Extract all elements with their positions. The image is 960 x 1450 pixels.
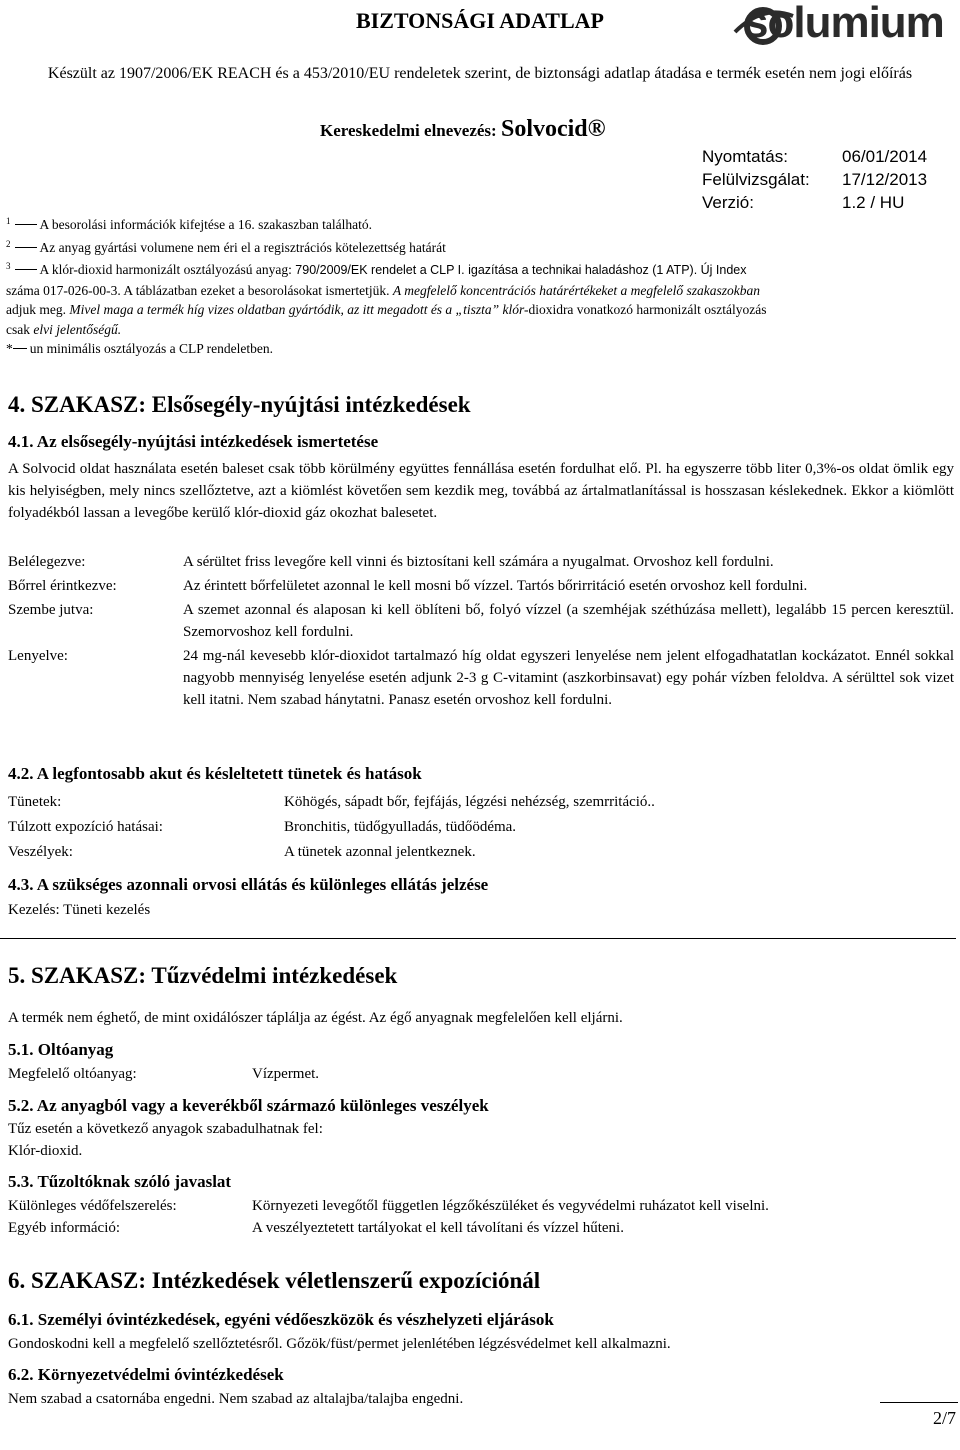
footnote-text: dioxidra vonatkozó harmonizált osztályozás xyxy=(528,302,767,317)
first-aid-row xyxy=(8,599,954,643)
extinguishing-value: Vízpermet. xyxy=(252,1066,320,1082)
section-4-2-title: 4.2. A legfontosabb akut és késleltetett tünetek és hatások xyxy=(8,764,422,783)
footnote-1 xyxy=(6,212,954,235)
symptom-label: Tünetek: xyxy=(8,794,62,810)
footnote-star xyxy=(6,339,954,359)
footnote-text: csak xyxy=(6,321,34,337)
footnote-text: Az anyag gyártási volumene nem éri el a regisztrációs kötelezettség határát xyxy=(39,239,446,255)
footnote-text-italic: elvi jelentőségű. xyxy=(33,321,122,337)
meta-label: Verzió: xyxy=(702,193,754,212)
symptom-row xyxy=(8,840,948,865)
footnote-3-cont xyxy=(6,300,954,320)
first-aid-text: Az érintett bőrfelületet azonnal le kell mosni bő vízzel. Tartós bőrirritáció esetén orvoshoz kell fordulni. xyxy=(183,578,808,594)
first-aid-text: 24 mg-nál kevesebb klór-dioxidot tartalmazó híg oldat egyszeri lenyelése nem jelent elfogadhatatlan kockázatot. Ennél sokkal nagyobb mennyiség lenyelése esetén adjunk 2-3 g C-vitamint (aszkorbinsavat) egy pohár vízben feloldva. A sérülttel sok vizet kell itatni. Nem szabad hánytatni. Panasz esetén orvoshoz kell fordulni. xyxy=(183,648,954,708)
section-5-1-title: 5.1. Oltóanyag xyxy=(8,1040,114,1059)
meta-version-row xyxy=(702,191,937,214)
section-6-2-text: Nem szabad a csatornába engedni. Nem szabad az altalajba/talajba engedni. xyxy=(8,1391,464,1407)
footnote-mark: 2 xyxy=(6,238,11,249)
section-4-1-paragraph: A Solvocid oldat használata esetén baleset csak több körülmény együttes fennállása esetén fordulhat elő. Pl. ha egyszerre több liter 0,3%-os oldat ömlik egy kis helyiségben, mely nincs szellőztetve, azt a kiömlést követően sem kezdik meg, továbbá az ártalmatlanítással is hosszasan késlekednek. Ekkor a kiömlött folyadékból lassan a levegőbe kerülő klór-dioxid gáz okozhat balesetet. xyxy=(8,461,954,521)
footnote-mark: 1 xyxy=(6,216,11,226)
footnote-2 xyxy=(6,235,954,258)
extinguishing-media xyxy=(8,1063,319,1085)
first-aid-label: Bőrrel érintkezve: xyxy=(8,578,117,594)
section-4-1-title: 4.1. Az elsősegély-nyújtási intézkedések ismertetése xyxy=(8,432,379,451)
symptom-label: Veszélyek: xyxy=(8,844,73,860)
section-5-3-title: 5.3. Tűzoltóknak szóló javaslat xyxy=(8,1172,232,1191)
first-aid-text: A sérültet friss levegőre kell vinni és biztosítani kell számára a nyugalmat. Orvoshoz kell fordulni. xyxy=(183,554,774,570)
meta-value: 17/12/2013 xyxy=(842,170,928,189)
trade-name-line xyxy=(320,116,606,143)
symptom-text: Bronchitis, tüdőgyulladás, tüdőödéma. xyxy=(284,819,517,835)
regulation-statement: Készült az 1907/2006/EK REACH és a 453/2010/EU rendeletek szerint, de biztonsági adatlap átadása e termék esetén nem jogi előírás xyxy=(47,65,913,82)
meta-label: Felülvizsgálat: xyxy=(702,170,810,189)
first-aid-list xyxy=(8,551,954,713)
page-number-rule xyxy=(880,1402,958,1403)
footnote-text: száma 017-026-00-3. A táblázatban ezeket a besorolásokat ismertetjük. xyxy=(6,282,393,298)
first-aid-label: Lenyelve: xyxy=(8,648,68,664)
section-6-1-text: Gondoskodni kell a megfelelő szellőztetésről. Gőzök/füst/permet jelenlétében légzésvédelmet kell alkalmazni. xyxy=(8,1336,671,1352)
first-aid-label: Szembe jutva: xyxy=(8,602,94,618)
footnote-3-cont xyxy=(6,281,954,301)
treatment-line: Kezelés: Tüneti kezelés xyxy=(8,902,151,918)
first-aid-row xyxy=(8,551,954,573)
first-aid-text: A szemet azonnal és alaposan ki kell öblíteni bő, folyó vízzel (a szemhéjak széthúzása mellett), legalább 15 percen keresztül. Szemorvoshoz kell fordulni. xyxy=(183,602,954,640)
advice-text: Környezeti levegőtől független légzőkészüléket és vegyvédelmi ruházatot kell viselni. xyxy=(252,1198,769,1214)
advice-row xyxy=(8,1217,954,1239)
meta-value: 06/01/2014 xyxy=(842,147,928,166)
meta-print-row xyxy=(702,145,937,168)
document-title: BIZTONSÁGI ADATLAP xyxy=(356,8,604,33)
footnote-3-cont xyxy=(6,320,954,340)
section-divider xyxy=(0,938,956,939)
footnote-text-italic: Mivel maga a termék híg vizes oldatban gyártódik, az itt megadott és a „tiszta” klór- xyxy=(69,302,529,317)
section-5-2-line1: Tűz esetén a következő anyagok szabadulhatnak fel: xyxy=(8,1121,323,1137)
section-5-2-title: 5.2. Az anyagból vagy a keverékből származó különleges veszélyek xyxy=(8,1096,489,1115)
trade-name-value: Solvocid® xyxy=(500,116,606,142)
footnote-text: A klór-dioxid harmonizált osztályozású anyag: xyxy=(39,262,296,277)
footnote-mark: * xyxy=(6,341,13,356)
meta-value: 1.2 / HU xyxy=(842,193,905,212)
page-number: 2/7 xyxy=(932,1408,956,1428)
extinguishing-label: Megfelelő oltóanyag: xyxy=(8,1066,137,1082)
symptom-text: A tünetek azonnal jelentkeznek. xyxy=(284,844,476,860)
symptom-row xyxy=(8,790,948,815)
section-4-3-title: 4.3. A szükséges azonnali orvosi ellátás és különleges ellátás jelzése xyxy=(8,875,489,894)
brand-wordmark: solumium xyxy=(744,0,944,47)
symptoms-list xyxy=(8,790,948,865)
footnote-text: 790/2009/EK rendelet a CLP I. igazítása a technikai haladáshoz (1 ATP). Új Index xyxy=(295,263,747,277)
first-aid-row xyxy=(8,645,954,711)
advice-text: A veszélyeztetett tartályokat el kell távolítani és vízzel hűteni. xyxy=(252,1220,624,1236)
symptom-text: Köhögés, sápadt bőr, fejfájás, légzési nehézség, szemrritáció.. xyxy=(284,794,655,810)
meta-revision-row xyxy=(702,168,937,191)
meta-label: Nyomtatás: xyxy=(702,147,788,166)
section-6-2-title: 6.2. Környezetvédelmi óvintézkedések xyxy=(8,1365,284,1384)
symptom-row xyxy=(8,815,948,840)
section-5-2-line2: Klór-dioxid. xyxy=(8,1143,83,1159)
footnotes xyxy=(6,212,954,359)
footnote-text: un minimális osztályozás a CLP rendeletben. xyxy=(29,341,273,356)
section-5-intro: A termék nem éghető, de mint oxidálószer táplálja az égést. Az égő anyagnak megfelelően kell eljárni. xyxy=(8,1010,623,1026)
symptom-label: Túlzott expozíció hatásai: xyxy=(8,819,163,835)
footnote-text-italic: A megfelelő koncentrációs határértékeket a megfelelő szakaszokban xyxy=(392,282,761,298)
section-6-title: 6. SZAKASZ: Intézkedések véletlenszerű expozíciónál xyxy=(8,1268,541,1293)
advice-label: Különleges védőfelszerelés: xyxy=(8,1198,177,1214)
first-aid-row xyxy=(8,575,954,597)
section-6-1-title: 6.1. Személyi óvintézkedések, egyéni védőeszközök és vészhelyzeti eljárások xyxy=(8,1310,554,1329)
section-5-title: 5. SZAKASZ: Tűzvédelmi intézkedések xyxy=(8,963,398,988)
advice-label: Egyéb információ: xyxy=(8,1220,121,1236)
trade-name-label: Kereskedelmi elnevezés: xyxy=(320,121,497,140)
section-4-title: 4. SZAKASZ: Elsősegély-nyújtási intézkedések xyxy=(8,392,471,417)
footnote-mark: 3 xyxy=(6,261,11,271)
footnote-text: adjuk meg. xyxy=(6,302,70,317)
firefighter-advice xyxy=(8,1195,954,1239)
document-meta xyxy=(702,145,937,214)
extinguishing-row xyxy=(8,1063,319,1085)
first-aid-label: Belélegezve: xyxy=(8,554,86,570)
advice-row xyxy=(8,1195,954,1217)
footnote-text: A besorolási információk kifejtése a 16. szakaszban található. xyxy=(39,217,373,232)
footnote-3 xyxy=(6,257,954,281)
